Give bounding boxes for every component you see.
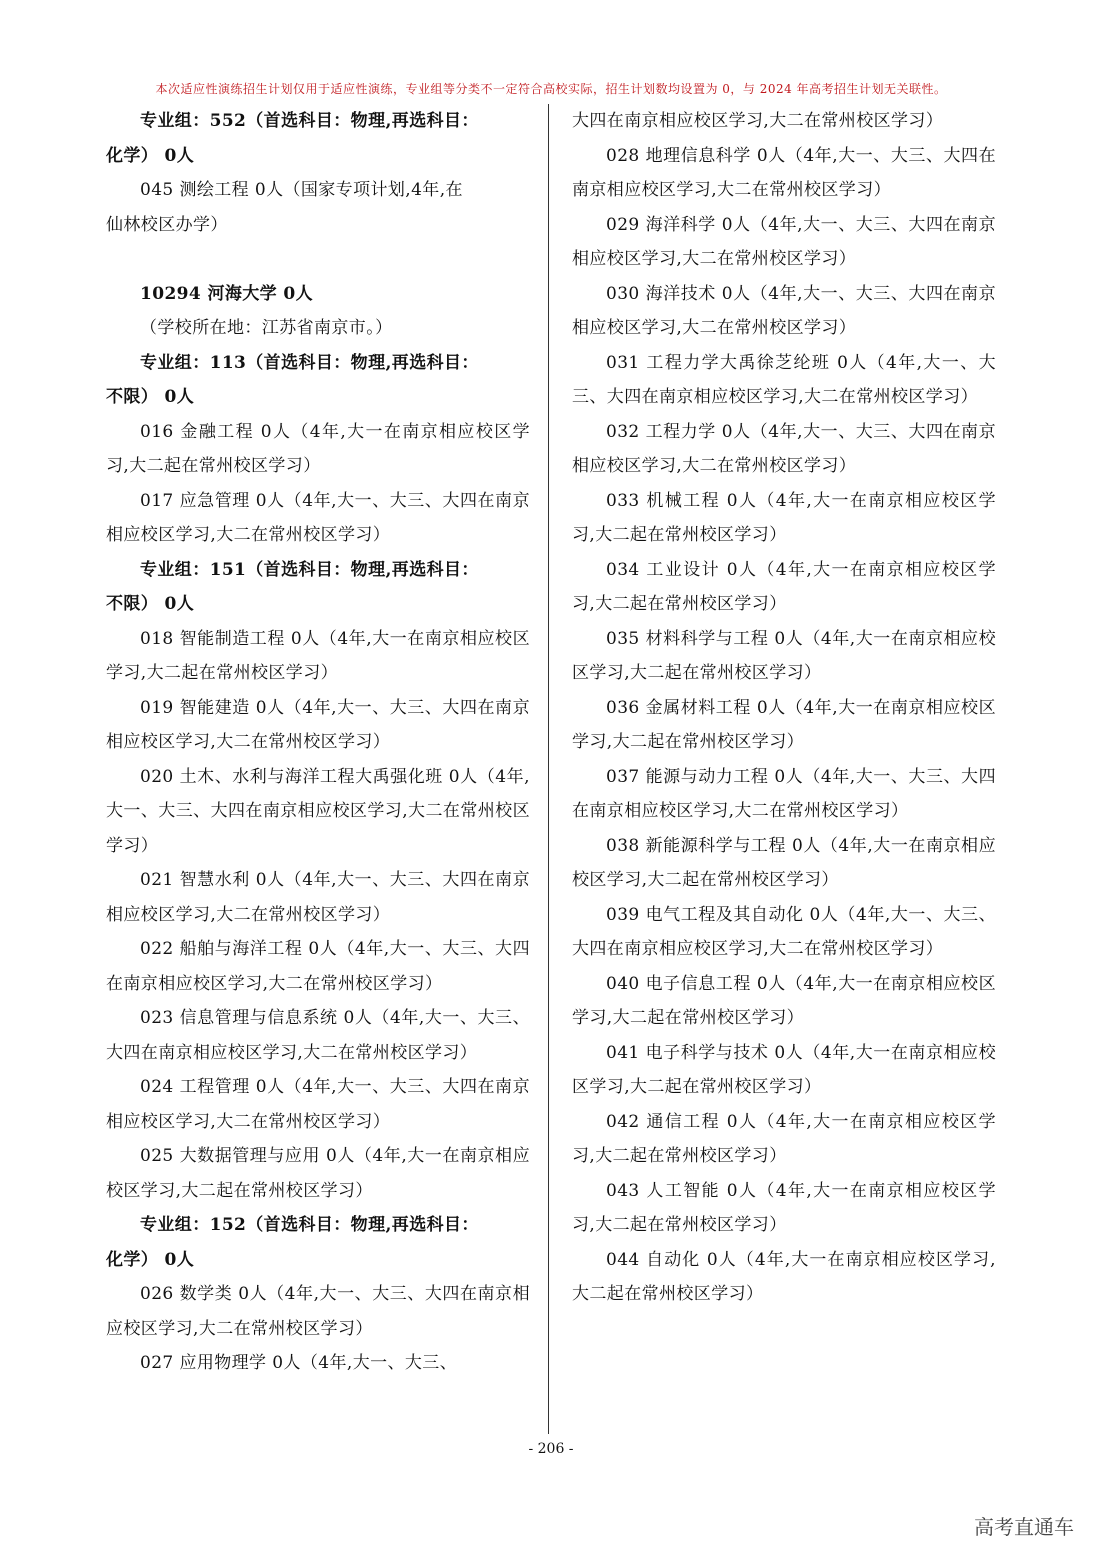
major-entry: 041 电子科学与技术 0人（4年,大一在南京相应校区学习,大二起在常州校区学习） (572, 1042, 996, 1097)
column-divider (548, 104, 549, 1434)
major-entry: 029 海洋科学 0人（4年,大一、大三、大四在南京相应校区学习,大二在常州校区学习） (572, 214, 996, 269)
major-entry: 044 自动化 0人（4年,大一在南京相应校区学习,大二起在常州校区学习） (572, 1249, 996, 1304)
major-entry: 016 金融工程 0人（4年,大一在南京相应校区学习,大二起在常州校区学习） (106, 421, 530, 476)
left-column (106, 104, 530, 1381)
group-heading: 专业组：151（首选科目：物理,再选科目： (140, 559, 479, 580)
major-entry: 021 智慧水利 0人（4年,大一、大三、大四在南京相应校区学习,大二在常州校区学习） (106, 870, 530, 925)
major-entry: 022 船舶与海洋工程 0人（4年,大一、大三、大四在南京相应校区学习,大二在常州校区学习） (106, 939, 530, 994)
major-entry: 035 材料科学与工程 0人（4年,大一在南京相应校区学习,大二起在常州校区学习） (572, 628, 996, 683)
major-entry: 024 工程管理 0人（4年,大一、大三、大四在南京相应校区学习,大二在常州校区学习） (106, 1077, 530, 1132)
major-entry: 030 海洋技术 0人（4年,大一、大三、大四在南京相应校区学习,大二在常州校区学习） (572, 283, 996, 338)
major-entry: 040 电子信息工程 0人（4年,大一在南京相应校区学习,大二起在常州校区学习） (572, 973, 996, 1028)
major-entry: 033 机械工程 0人（4年,大一在南京相应校区学习,大二起在常州校区学习） (572, 490, 996, 545)
major-entry: 037 能源与动力工程 0人（4年,大一、大三、大四在南京相应校区学习,大二在常州校区学习） (572, 766, 996, 821)
major-entry: 018 智能制造工程 0人（4年,大一在南京相应校区学习,大二起在常州校区学习） (106, 628, 530, 683)
brand-watermark: 高考直通车 (974, 1515, 1074, 1539)
major-entry: 023 信息管理与信息系统 0人（4年,大一、大三、大四在南京相应校区学习,大二在常州校区学习） (106, 1008, 530, 1063)
group-heading: 专业组：152（首选科目：物理,再选科目： (140, 1215, 479, 1235)
group-heading-cont: 化学） 0人 (106, 145, 195, 166)
header-notice: 本次适应性演练招生计划仅用于适应性演练，专业组等分类不一定符合高校实际，招生计划数均设置为 0，与 2024 年高考招生计划无关联性。 (155, 82, 947, 96)
major-entry: 019 智能建造 0人（4年,大一、大三、大四在南京相应校区学习,大二在常州校区学习） (106, 697, 530, 752)
major-entry: 045 测绘工程 0人（国家专项计划,4年,在 (140, 180, 463, 200)
right-column (572, 104, 996, 1312)
school-location: （学校所在地：江苏省南京市。） (140, 318, 393, 338)
major-entry: 028 地理信息科学 0人（4年,大一、大三、大四在南京相应校区学习,大二在常州校区学习） (572, 145, 996, 200)
major-entry: 025 大数据管理与应用 0人（4年,大一在南京相应校区学习,大二起在常州校区学习） (106, 1146, 530, 1201)
major-entry-cont: 仙林校区办学） (106, 214, 228, 235)
major-entry: 043 人工智能 0人（4年,大一在南京相应校区学习,大二起在常州校区学习） (572, 1180, 996, 1235)
group-heading-cont: 不限） 0人 (106, 387, 195, 407)
major-entry: 034 工业设计 0人（4年,大一在南京相应校区学习,大二起在常州校区学习） (572, 559, 996, 614)
major-entry: 026 数学类 0人（4年,大一、大三、大四在南京相应校区学习,大二在常州校区学习） (106, 1284, 530, 1339)
major-entry: 042 通信工程 0人（4年,大一在南京相应校区学习,大二起在常州校区学习） (572, 1111, 996, 1166)
major-entry: 032 工程力学 0人（4年,大一、大三、大四在南京相应校区学习,大二在常州校区学习） (572, 421, 996, 476)
group-heading-cont: 不限） 0人 (106, 594, 195, 614)
major-entry: 020 土木、水利与海洋工程大禹强化班 0人（4年,大一、大三、大四在南京相应校区学习,大二在常州校区学习） (106, 766, 530, 856)
major-entry-cont: 大四在南京相应校区学习,大二在常州校区学习） (572, 111, 944, 131)
group-heading: 专业组：552（首选科目：物理,再选科目： (140, 111, 479, 131)
major-entry: 039 电气工程及其自动化 0人（4年,大一、大三、大四在南京相应校区学习,大二在常州校区学习） (572, 904, 996, 959)
major-entry: 017 应急管理 0人（4年,大一、大三、大四在南京相应校区学习,大二在常州校区学习） (106, 490, 530, 545)
major-entry: 038 新能源科学与工程 0人（4年,大一在南京相应校区学习,大二起在常州校区学习） (572, 835, 996, 890)
major-entry: 031 工程力学大禹徐芝纶班 0人（4年,大一、大三、大四在南京相应校区学习,大二在常州校区学习） (572, 352, 996, 407)
major-entry: 036 金属材料工程 0人（4年,大一在南京相应校区学习,大二起在常州校区学习） (572, 697, 996, 752)
school-title: 10294 河海大学 0人 (140, 283, 314, 304)
major-entry: 027 应用物理学 0人（4年,大一、大三、 (140, 1353, 458, 1373)
group-heading: 专业组：113（首选科目：物理,再选科目： (140, 352, 479, 373)
page-number: - 206 - (528, 1441, 574, 1457)
group-heading-cont: 化学） 0人 (106, 1249, 195, 1270)
